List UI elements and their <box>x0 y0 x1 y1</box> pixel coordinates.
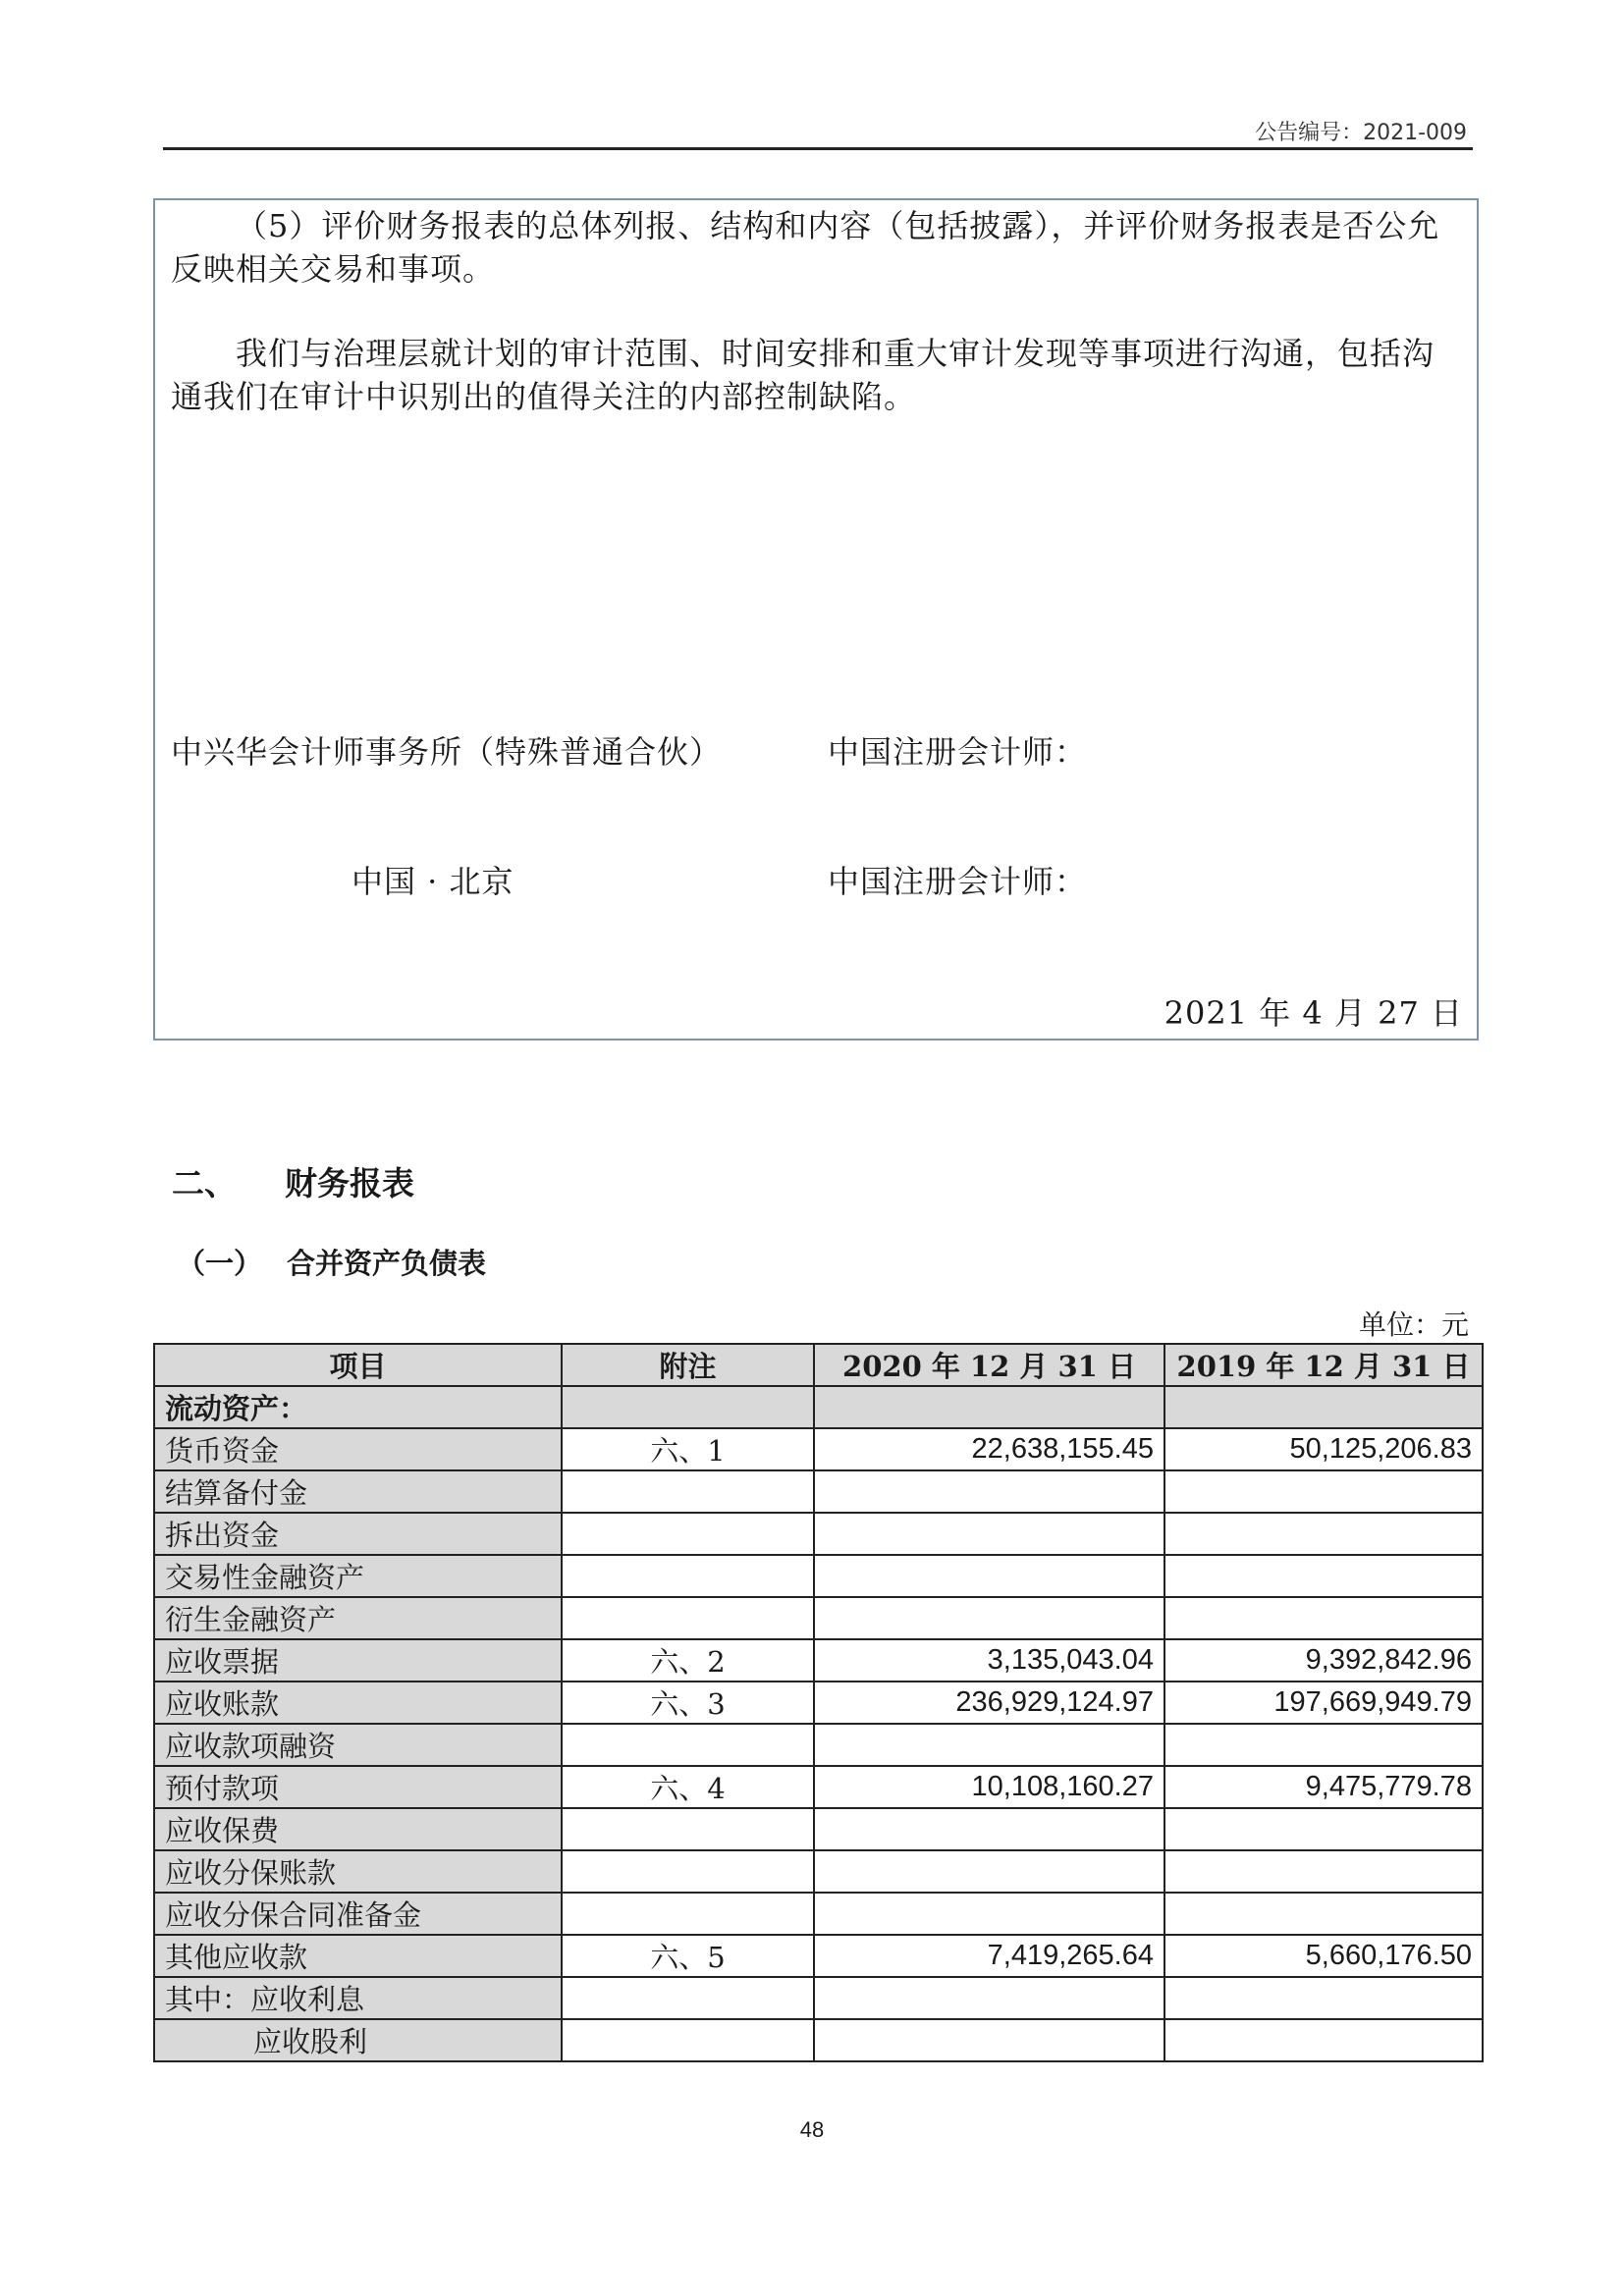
row-item: 应收款项融资 <box>154 1724 562 1766</box>
table-row <box>154 1766 1483 1808</box>
row-value-2020 <box>814 1977 1164 2019</box>
row-value-2020 <box>814 1555 1164 1597</box>
table-row <box>154 1597 1483 1639</box>
row-value-2020 <box>814 1597 1164 1639</box>
row-value-2020 <box>814 1893 1164 1935</box>
row-value-2019: 197,669,949.79 <box>1164 1682 1483 1724</box>
row-value-2020 <box>814 1386 1164 1428</box>
row-value-2019: 50,125,206.83 <box>1164 1428 1483 1470</box>
table-row <box>154 1682 1483 1724</box>
row-item: 交易性金融资产 <box>154 1555 562 1597</box>
row-value-2019: 5,660,176.50 <box>1164 1935 1483 1977</box>
row-item: 应收股利 <box>154 2019 562 2061</box>
table-row <box>154 1386 1483 1428</box>
row-note <box>562 1724 814 1766</box>
row-note: 六、1 <box>562 1428 814 1470</box>
row-item: 拆出资金 <box>154 1513 562 1555</box>
row-item: 其中：应收利息 <box>154 1977 562 2019</box>
row-note <box>562 1555 814 1597</box>
row-value-2019 <box>1164 2019 1483 2061</box>
row-value-2019 <box>1164 1808 1483 1850</box>
column-header-2020: 2020 年 12 月 31 日 <box>814 1344 1164 1386</box>
table-row <box>154 1724 1483 1766</box>
table-row <box>154 1639 1483 1682</box>
subsection-number: （一） <box>177 1247 263 1280</box>
row-note <box>562 1808 814 1850</box>
row-item: 应收票据 <box>154 1639 562 1682</box>
row-item: 货币资金 <box>154 1428 562 1470</box>
column-header-2019: 2019 年 12 月 31 日 <box>1164 1344 1483 1386</box>
subsection-heading <box>177 1242 487 1282</box>
row-note <box>562 2019 814 2061</box>
cpa-signature-label-2: 中国注册会计师： <box>828 863 1088 900</box>
row-value-2020: 3,135,043.04 <box>814 1639 1164 1682</box>
balance-sheet-table <box>153 1343 1484 2062</box>
row-item: 应收账款 <box>154 1682 562 1724</box>
table-row <box>154 1893 1483 1935</box>
row-value-2019 <box>1164 1386 1483 1428</box>
row-item: 其他应收款 <box>154 1935 562 1977</box>
section-number: 二、 <box>172 1164 237 1202</box>
report-date: 2021 年 4 月 27 日 <box>1164 994 1463 1032</box>
row-note <box>562 1470 814 1513</box>
row-item: 应收保费 <box>154 1808 562 1850</box>
row-item: 应收分保合同准备金 <box>154 1893 562 1935</box>
table-row <box>154 1555 1483 1597</box>
row-value-2019 <box>1164 1893 1483 1935</box>
row-value-2020: 7,419,265.64 <box>814 1935 1164 1977</box>
row-item: 预付款项 <box>154 1766 562 1808</box>
audit-firm-name: 中兴华会计师事务所（特殊普通合伙） <box>171 733 723 771</box>
row-note <box>562 1977 814 2019</box>
page-number: 48 <box>799 2117 825 2142</box>
row-item: 结算备付金 <box>154 1470 562 1513</box>
announcement-code: 公告编号：2021-009 <box>1255 121 1467 145</box>
row-value-2019: 9,475,779.78 <box>1164 1766 1483 1808</box>
row-value-2019: 9,392,842.96 <box>1164 1639 1483 1682</box>
table-row <box>154 1808 1483 1850</box>
row-note <box>562 1513 814 1555</box>
table-row <box>154 1428 1483 1470</box>
row-note: 六、3 <box>562 1682 814 1724</box>
row-item: 应收分保账款 <box>154 1850 562 1893</box>
subsection-title: 合并资产负债表 <box>287 1247 487 1280</box>
header-rule <box>163 147 1473 150</box>
report-paragraph-1: （5）评价财务报表的总体列报、结构和内容（包括披露），并评价财务报表是否公允反映相关交易和事项。 <box>171 207 1440 288</box>
row-item: 衍生金融资产 <box>154 1597 562 1639</box>
table-row <box>154 1850 1483 1893</box>
report-paragraph-2: 我们与治理层就计划的审计范围、时间安排和重大审计发现等事项进行沟通，包括沟通我们在审计中识别出的值得关注的内部控制缺陷。 <box>171 335 1435 415</box>
row-value-2020 <box>814 1850 1164 1893</box>
row-value-2019 <box>1164 1597 1483 1639</box>
row-note <box>562 1597 814 1639</box>
row-value-2020 <box>814 1470 1164 1513</box>
row-value-2020: 236,929,124.97 <box>814 1682 1164 1724</box>
table-row <box>154 1513 1483 1555</box>
cpa-signature-label-1: 中国注册会计师： <box>828 733 1088 771</box>
row-note <box>562 1386 814 1428</box>
row-value-2020 <box>814 1808 1164 1850</box>
row-item: 流动资产： <box>154 1386 562 1428</box>
column-header-item: 项目 <box>154 1344 562 1386</box>
row-note: 六、5 <box>562 1935 814 1977</box>
firm-location: 中国 · 北京 <box>352 863 514 900</box>
table-row <box>154 1470 1483 1513</box>
section-heading <box>172 1158 414 1204</box>
row-value-2020 <box>814 2019 1164 2061</box>
row-value-2019 <box>1164 1470 1483 1513</box>
table-row <box>154 2019 1483 2061</box>
row-value-2019 <box>1164 1850 1483 1893</box>
table-header-row <box>154 1344 1483 1386</box>
table-row <box>154 1935 1483 1977</box>
column-header-note: 附注 <box>562 1344 814 1386</box>
row-note <box>562 1893 814 1935</box>
row-value-2019 <box>1164 1724 1483 1766</box>
row-note: 六、4 <box>562 1766 814 1808</box>
row-value-2019 <box>1164 1977 1483 2019</box>
row-note: 六、2 <box>562 1639 814 1682</box>
row-value-2020: 10,108,160.27 <box>814 1766 1164 1808</box>
audit-report-box <box>153 198 1479 1041</box>
row-value-2020: 22,638,155.45 <box>814 1428 1164 1470</box>
row-note <box>562 1850 814 1893</box>
section-title: 财务报表 <box>285 1164 414 1202</box>
currency-unit: 单位：元 <box>1358 1308 1469 1341</box>
row-value-2019 <box>1164 1555 1483 1597</box>
table-row <box>154 1977 1483 2019</box>
row-value-2019 <box>1164 1513 1483 1555</box>
row-value-2020 <box>814 1513 1164 1555</box>
row-value-2020 <box>814 1724 1164 1766</box>
